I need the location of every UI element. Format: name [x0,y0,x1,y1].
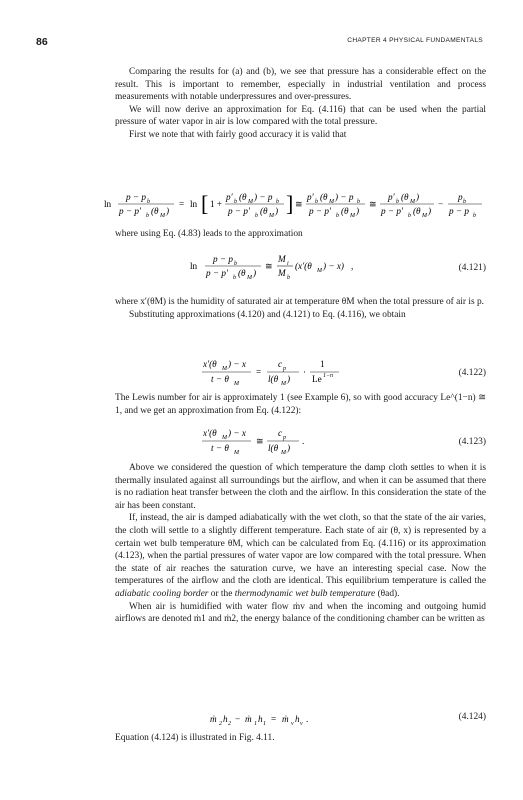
paragraph-damp-cloth: Above we considered the question of which temperature the damp cloth settles to when it is thermally insulated against all surroundings but the airflow, and when it can be assumed that there is no radiation heat transfer between the cloth and the airflow. In this consideration the state of the air has been constant. [115,463,486,511]
equation-4-124 [115,708,486,730]
svg-text:) − p: ) − p [254,192,273,202]
svg-text:.: . [306,714,309,724]
svg-text:) − x): ) − x) [323,261,344,271]
svg-text:(θ: (θ [239,192,247,202]
svg-text:(θ: (θ [413,206,421,216]
svg-text:p − p′: p − p′ [206,268,228,278]
svg-text:c: c [278,359,283,369]
svg-text:M: M [317,268,322,274]
equation-log-approximation [104,184,489,220]
svg-text:M: M [422,213,427,219]
svg-text:p − p′: p − p′ [381,206,403,216]
svg-text:v: v [300,721,303,727]
svg-text:]: ] [286,191,294,216]
svg-text:(θ: (θ [151,206,159,216]
svg-text:p − p′: p − p′ [228,206,250,216]
equation-number-4-123: (4.123) [458,437,486,447]
svg-text:Le: Le [312,374,322,384]
svg-text:.: . [302,436,305,446]
svg-text:): ) [166,206,170,216]
page-number: 86 [36,36,48,48]
svg-text:=: = [179,199,185,209]
svg-text:M: M [234,381,239,387]
paragraph-figure-reference: Equation (4.124) is illustrated in Fig. 4.11. [115,733,275,743]
paragraph-first-note: First we note that with fairly good accuracy it is valid that [129,129,347,140]
svg-text:1: 1 [254,721,257,727]
svg-text:1−n: 1−n [323,373,334,379]
svg-text:c: c [278,428,283,438]
svg-text:=: = [271,714,277,724]
svg-text:b: b [287,275,290,281]
svg-text:b: b [147,199,150,205]
svg-text:i: i [287,261,289,267]
svg-text:M: M [329,199,334,205]
svg-text:M: M [222,435,227,441]
svg-text:2: 2 [219,721,222,727]
svg-text:1 +: 1 + [210,199,223,209]
svg-text:h: h [295,714,300,724]
svg-text:(x′(θ: (x′(θ [295,261,312,271]
svg-text:b: b [357,199,360,205]
svg-text:=: = [256,367,262,377]
text-block-lewis [115,392,486,417]
equation-4-121-svg [115,246,415,284]
svg-text:b: b [234,199,237,205]
svg-text:p′: p′ [388,192,395,202]
svg-text:M: M [234,450,239,456]
svg-text:) − x: ) − x [228,359,246,369]
svg-text:p′: p′ [226,192,233,202]
svg-text:M: M [160,213,165,219]
svg-text:x′(θ: x′(θ [203,359,217,369]
paragraph-substituting: Substituting approximations (4.120) and (4.121) to Eq. (4.116), we obtain [129,309,406,320]
svg-text:(θ: (θ [320,192,328,202]
svg-text:p: p [283,435,286,441]
svg-text:t − θ: t − θ [211,443,229,453]
svg-text:l(θ: l(θ [268,374,279,384]
svg-text:b: b [234,261,237,267]
svg-text:ṁ: ṁ [210,714,217,724]
svg-text:): ) [356,206,360,216]
svg-text:b: b [408,213,411,219]
svg-text:t − θ: t − θ [211,374,229,384]
text-block-lead-121 [115,228,486,241]
equation-4-121 [115,246,486,282]
svg-text:) − p: ) − p [335,192,354,202]
equation-4-124-svg [115,708,415,730]
svg-text:b: b [315,199,318,205]
svg-text:p: p [458,192,463,202]
svg-text:): ) [253,268,257,278]
svg-text:,: , [351,261,354,271]
paragraph-energy-balance: When air is humidified with water flow ṁv and when the incoming and outgoing humid airflows are denoted ṁ1 and ṁ2, the energy balance of the conditioning chamber can be written as [115,601,486,625]
adiabatic-text-mid: or the [208,588,235,599]
svg-text:) − x: ) − x [228,428,246,438]
svg-text:≅: ≅ [256,436,264,446]
svg-text:ln: ln [190,261,198,271]
svg-text:−: − [235,714,241,724]
svg-text:M: M [222,366,227,372]
text-block-discussion [115,462,486,626]
svg-text:p − p: p − p [449,206,469,216]
svg-text:ṁ: ṁ [245,714,252,724]
svg-text:1: 1 [320,359,325,369]
paragraph-using-eq-483: where using Eq. (4.83) leads to the approximation [115,229,303,239]
text-block-after-121 [115,296,486,321]
svg-text:p: p [283,366,286,372]
svg-text:p − p′: p − p′ [309,206,331,216]
svg-text:): ) [287,443,291,453]
svg-text:): ) [416,192,420,202]
adiabatic-text-a: If, instead, the air is damped adiabatically with the wet cloth, so that the state of the air varies, the cloth will settle to a slightly different temperature. Each state of air (θ, x) is represented by a certain wet bulb temperature θM, which can be calculated from Eq. (4.116) or its approximation (4.123), when the partial pressures of water vapor are low compared with the total pressure. When the state of air reaches the saturation curve, we have an interesting special case. Now the temperatures of the airflow and the cloth are identical. This equilibrium temperature is called the [115,513,486,587]
svg-text:1: 1 [263,721,266,727]
svg-text:≅: ≅ [369,199,377,209]
term-thermodynamic-wet-bulb: thermodynamic wet bulb temperature [234,588,376,599]
equation-number-4-122: (4.122) [458,368,486,378]
paragraph-adiabatic [115,512,486,600]
paragraph-lewis-number: The Lewis number for air is approximately 1 (see Example 6), so with good accuracy Le^(1−n) ≅ 1, and we get an approximation from Eq. (4.122): [115,393,486,416]
svg-text:M: M [247,275,252,281]
svg-text:M: M [410,199,415,205]
svg-text:(θ: (θ [260,206,268,216]
svg-text:M: M [350,213,355,219]
svg-text:h: h [258,714,263,724]
svg-text:b: b [255,213,258,219]
equation-4-122 [115,352,486,388]
svg-text:p − p: p − p [126,192,146,202]
equation-number-4-124: (4.124) [458,712,486,722]
svg-text:M: M [281,381,286,387]
svg-text:b: b [473,213,476,219]
svg-text:M: M [278,268,286,278]
svg-text:p′: p′ [307,192,314,202]
svg-text:2: 2 [228,721,231,727]
svg-text:p − p: p − p [213,254,233,264]
chapter-running-title: CHAPTER 4 PHYSICAL FUNDAMENTALS [347,37,483,44]
svg-text:[: [ [201,191,209,216]
svg-text:·: · [303,367,307,377]
svg-text:b: b [463,199,466,205]
adiabatic-text-end: (θad). [375,588,400,599]
svg-text:b: b [276,199,279,205]
page-header [36,36,483,50]
svg-text:(θ: (θ [401,192,409,202]
svg-text:ln: ln [190,199,198,209]
svg-text:−: − [438,199,444,209]
equation-number-4-121: (4.121) [458,263,486,273]
text-block-intro [115,66,486,142]
term-adiabatic-cooling-border: adiabatic cooling border [115,588,209,599]
svg-text:(θ: (θ [341,206,349,216]
equation-log-approximation-svg [104,184,489,222]
svg-text:M: M [269,213,274,219]
svg-text:): ) [287,374,291,384]
svg-text:≅: ≅ [295,199,303,209]
paragraph-saturated-humidity: where x′(θM) is the humidity of saturated air at temperature θM when the total pressure of air is p. [115,297,484,307]
svg-text:b: b [146,213,149,219]
svg-text:M: M [278,254,286,264]
paragraph-pressure-effect: Comparing the results for (a) and (b), we see that pressure has a considerable effect on the result. This is important to remember, especially in industrial ventilation and process measurements with notable underpressures and over-pressures. [115,67,486,103]
svg-text:b: b [336,213,339,219]
svg-text:ln: ln [104,199,112,209]
equation-4-123 [115,421,486,457]
svg-text:M: M [281,450,286,456]
svg-text:p − p′: p − p′ [119,206,141,216]
svg-text:h: h [223,714,228,724]
svg-text:): ) [275,206,279,216]
svg-text:b: b [396,199,399,205]
svg-text:v: v [291,721,294,727]
svg-text:M: M [248,199,253,205]
svg-text:l(θ: l(θ [268,443,279,453]
paragraph-derive-approximation: We will now derive an approximation for Eq. (4.116) that can be used when the partial pressure of water vapor in air is low compared with the total pressure. [115,104,486,128]
text-block-closing [115,732,486,745]
svg-text:x′(θ: x′(θ [203,428,217,438]
svg-text:(θ: (θ [238,268,246,278]
svg-text:): ) [428,206,432,216]
svg-text:b: b [233,275,236,281]
equation-4-123-svg [115,421,415,459]
equation-4-122-svg [115,352,415,390]
svg-text:≅: ≅ [265,261,273,271]
svg-text:ṁ: ṁ [282,714,289,724]
